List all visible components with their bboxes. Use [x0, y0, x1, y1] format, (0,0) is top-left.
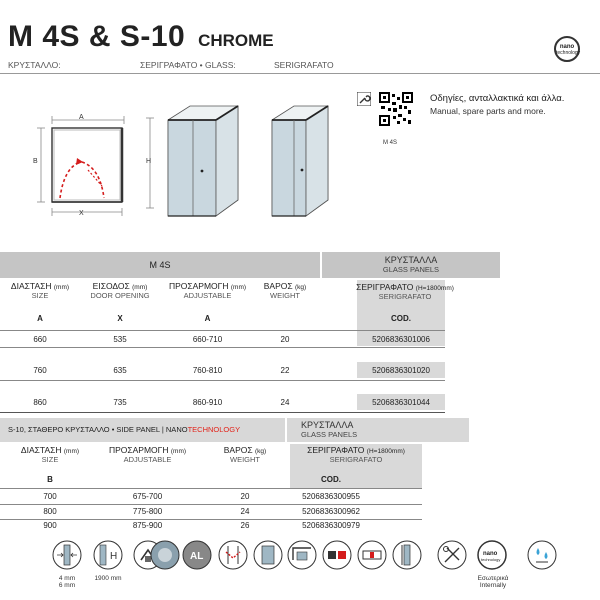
thickness-2: 6 mm [58, 582, 76, 590]
dim-b-label: B [33, 158, 38, 165]
floor-plan-diagram [32, 110, 132, 220]
t1-r1-door: 535 [113, 335, 127, 344]
t1-cod: COD. [391, 314, 411, 323]
t1-col-door [80, 282, 160, 300]
t2-col-size [0, 446, 100, 464]
height-caption: 1900 mm [94, 575, 122, 582]
t1-row-rule [0, 347, 445, 348]
table1-model: M 4S [149, 260, 171, 270]
glass-label-mid: ΣΕΡΙΓΡΑΦΑΤΟ • GLASS: [140, 60, 236, 70]
seal-profile-icon [357, 540, 387, 570]
t1-r2-adjust: 760-810 [192, 366, 223, 375]
t1-col-weight [255, 282, 315, 300]
t1-r2-door: 635 [113, 366, 127, 375]
table2-glass-gr: ΚΡΥΣΤΑΛΛΑ [301, 420, 354, 430]
t2-col-size-unit: (mm) [63, 448, 80, 455]
t1-sym-a2: A [204, 314, 211, 323]
t1-col-glass [350, 283, 460, 301]
wrench-icon [357, 92, 371, 106]
aluminium-icon [182, 540, 212, 570]
t2-r1-weight: 20 [240, 492, 250, 501]
t2-row-rule [0, 519, 422, 520]
t1-col-weight-en: WEIGHT [270, 290, 300, 300]
t2-col-size-gr: ΔΙΑΣΤΑΣΗ [20, 445, 62, 455]
t2-sym-b: B [47, 475, 53, 484]
info-text-en: Manual, spare parts and more. [430, 106, 546, 116]
info-text-gr: Οδηγίες, ανταλλακτικά και άλλα. [430, 93, 565, 104]
table2-model-band [0, 418, 285, 442]
table1-glass-gr: ΚΡΥΣΤΑΛΛΑ [384, 255, 438, 265]
nano-technology-icon [477, 540, 507, 570]
table1-glass-band [322, 252, 500, 278]
t2-r2-size: 800 [43, 507, 57, 516]
height-icon [93, 540, 123, 570]
title-text: M 4S & S-10 [8, 20, 186, 53]
t1-row-rule [0, 380, 445, 381]
t1-col-weight-unit: (kg) [295, 284, 307, 291]
t2-col-adjust-en: ADJUSTABLE [123, 454, 172, 464]
nano-badge-top: nano [559, 44, 575, 50]
internal-gr: Εσωτερικά [477, 575, 509, 582]
wall-profile-icon [287, 540, 317, 570]
chrome-finish-icon [150, 540, 180, 570]
dim-h-label: H [146, 158, 152, 165]
t2-glass-col-gr: ΣΕΡΙΓΡΑΦΑΤΟ [307, 445, 365, 455]
t2-r3-adjust: 875-900 [132, 521, 163, 530]
nano-technology-badge [554, 36, 580, 62]
t1-sym-x: X [117, 314, 123, 323]
thickness-caption [52, 575, 82, 590]
table2-glass-band [287, 418, 469, 442]
t2-r2-code: 5206836300962 [302, 507, 360, 516]
reversible-icon [218, 540, 248, 570]
t1-col-size-en: SIZE [31, 290, 49, 300]
glass-thickness-icon [52, 540, 82, 570]
water-drops-icon [527, 540, 557, 570]
t2-col-adjust-gr: ΠΡΟΣΑΡΜΟΓΗ [108, 445, 169, 455]
t1-col-size-gr: ΔΙΑΣΤΑΣΗ [10, 281, 52, 291]
t1-col-door-gr: ΕΙΣΟΔΟΣ [92, 281, 130, 291]
t1-glass-col-unit: (H=1800mm) [415, 285, 454, 292]
t1-col-adjust-en: ADJUSTABLE [183, 290, 232, 300]
t2-cod: COD. [321, 475, 341, 484]
nano-icon-top: nano [483, 551, 498, 557]
glass-label-gr: ΚΡΥΣΤΑΛΛΟ: [8, 60, 61, 70]
t2-header-rule [0, 488, 422, 489]
t1-r1-code: 5206836301006 [372, 335, 430, 344]
t1-r3-door: 735 [113, 398, 127, 407]
t2-col-size-en: SIZE [41, 454, 59, 464]
t2-col-weight [210, 446, 280, 464]
t1-col-adjust-gr: ΠΡΟΣΑΡΜΟΓΗ [168, 281, 229, 291]
t2-col-glass [290, 446, 422, 464]
t1-r1-adjust: 660-710 [192, 335, 223, 344]
table1-model-band [0, 252, 320, 278]
table2-model-nano: TECHNOLOGY [187, 425, 241, 434]
t2-col-weight-en: WEIGHT [230, 454, 260, 464]
t1-r3-size: 860 [33, 398, 47, 407]
t2-r3-code: 5206836300979 [302, 521, 360, 530]
finish-label: CHROME [198, 31, 274, 50]
glass-type-value: SERIGRAFATO [274, 60, 334, 70]
t2-row-rule [0, 504, 422, 505]
qr-code-icon[interactable] [379, 92, 413, 126]
t1-glass-col-gr: ΣΕΡΙΓΡΑΦΑΤΟ [356, 282, 414, 292]
door-panel-icon [253, 540, 283, 570]
height-h-glyph: H [110, 551, 118, 562]
t2-col-adjust [100, 446, 195, 464]
internal-caption [468, 575, 518, 590]
t1-col-adjust-unit: (mm) [230, 284, 247, 291]
table1-glass-en: GLASS PANELS [382, 265, 440, 274]
t1-col-size-unit: (mm) [53, 284, 70, 291]
t1-sym-a: A [37, 314, 43, 323]
t1-col-door-en: DOOR OPENING [90, 290, 150, 300]
t1-r3-weight: 24 [280, 398, 290, 407]
t1-r3-adjust: 860-910 [192, 398, 223, 407]
t2-r1-size: 700 [43, 492, 57, 501]
t1-r2-code: 5206836301020 [372, 366, 430, 375]
t2-r1-adjust: 675-700 [132, 492, 163, 501]
t2-r2-weight: 24 [240, 507, 250, 516]
t1-r1-size: 660 [33, 335, 47, 344]
dim-a-label: A [79, 114, 84, 121]
t1-glass-col-en: SERIGRAFATO [378, 291, 432, 301]
thickness-1: 4 mm [58, 575, 76, 582]
t1-col-size [0, 282, 80, 300]
vertical-adjust-icon [392, 540, 422, 570]
shower-enclosure-image [140, 100, 250, 225]
t2-glass-col-unit: (H=1800mm) [366, 448, 405, 455]
cutting-tool-icon [437, 540, 467, 570]
t1-r2-size: 760 [33, 366, 47, 375]
t1-r2-weight: 22 [280, 366, 290, 375]
product-title [8, 20, 274, 54]
internal-en: Internally [479, 582, 507, 590]
qr-caption: M 4S [383, 140, 398, 146]
t2-col-adjust-unit: (mm) [170, 448, 187, 455]
t1-col-adjust [160, 282, 255, 300]
header-divider [0, 73, 600, 74]
nano-icon-bottom: technology [481, 557, 501, 562]
t2-col-weight-unit: (kg) [255, 448, 267, 455]
shower-side-panel-image [262, 100, 342, 225]
t1-r1-weight: 20 [280, 335, 290, 344]
t2-r3-weight: 26 [240, 521, 250, 530]
t1-col-weight-gr: ΒΑΡΟΣ [263, 281, 293, 291]
table2-glass-en: GLASS PANELS [301, 430, 358, 439]
t2-r3-size: 900 [43, 521, 57, 530]
t2-col-weight-gr: ΒΑΡΟΣ [223, 445, 253, 455]
t1-r3-code: 5206836301044 [372, 398, 430, 407]
t1-bottom-rule [0, 412, 445, 413]
nano-badge-bottom: technology [556, 49, 581, 56]
magnetic-seal-icon [322, 540, 352, 570]
t2-glass-col-en: SERIGRAFATO [329, 454, 383, 464]
dim-x-label: X [79, 210, 84, 217]
table2-model: S-10, ΣΤΑΘΕΡΟ ΚΡΥΣΤΑΛΛΟ • SIDE PANEL | NANO [8, 425, 188, 434]
t1-col-door-unit: (mm) [132, 284, 148, 291]
al-label: AL [190, 551, 204, 562]
t2-r2-adjust: 775-800 [132, 507, 163, 516]
t2-r1-code: 5206836300955 [302, 492, 360, 501]
t1-header-rule [0, 330, 445, 331]
